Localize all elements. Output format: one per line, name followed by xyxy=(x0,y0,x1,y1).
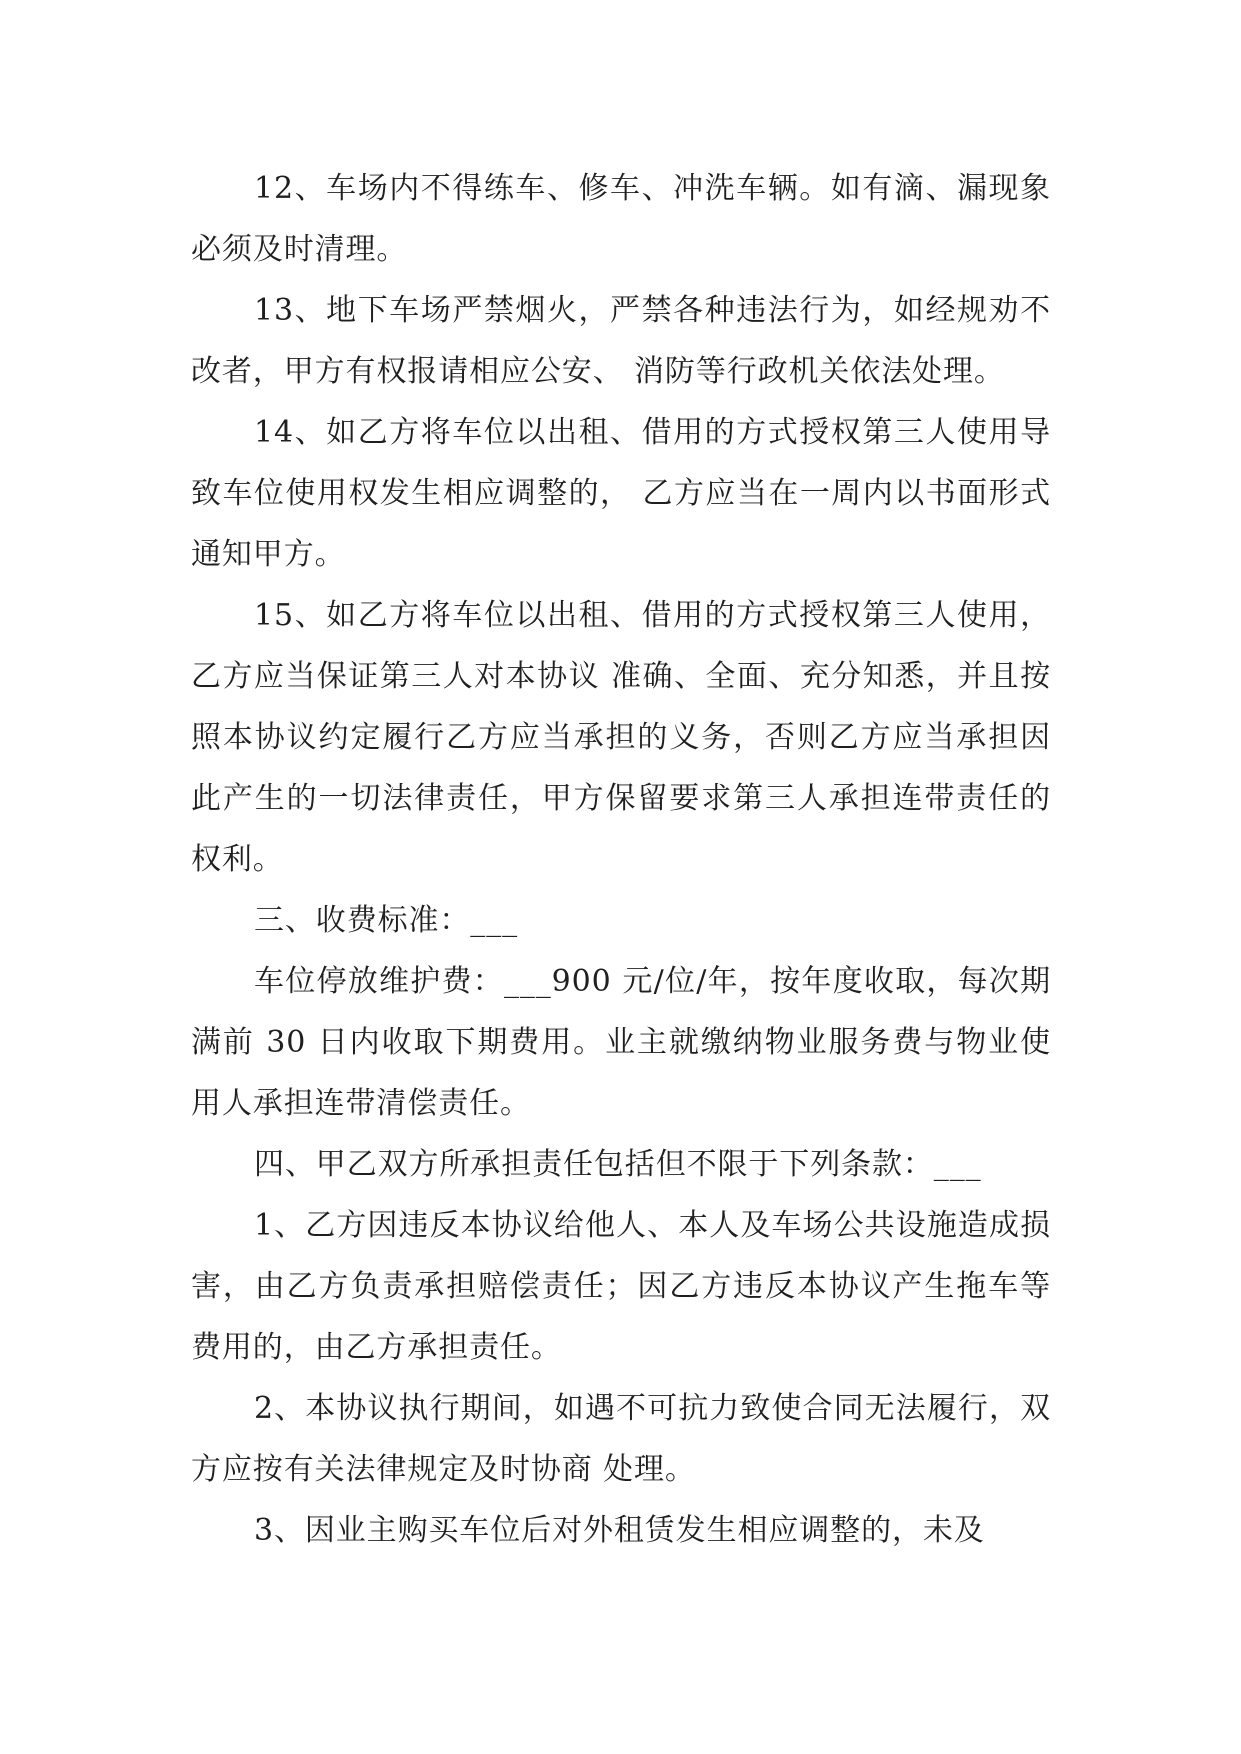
clause-13: 13、地下车场严禁烟火，严禁各种违法行为，如经规劝不改者，甲方有权报请相应公安、 消防等行政机关依法处理。 xyxy=(191,293,1051,389)
responsibility-item-2: 2、本协议执行期间，如遇不可抗力致使合同无法履行，双方应按有关法律规定及时协商 处理。 xyxy=(191,1391,1051,1487)
clause-15: 15、如乙方将车位以出租、借用的方式授权第三人使用，乙方应当保证第三人对本协议 准确、全面、充分知悉，并且按照本协议约定履行乙方应当承担的义务，否则乙方应当承担因此产生的一切法律责任，甲方保留要求第三人承担连带责任的权利。 xyxy=(191,598,1051,877)
clause-12: 12、车场内不得练车、修车、冲洗车辆。如有滴、漏现象必须及时清理。 xyxy=(191,171,1051,267)
document-body xyxy=(191,158,1051,1561)
section-heading-fees: 三、收费标准：___ xyxy=(254,903,518,938)
responsibility-item-1: 1、乙方因违反本协议给他人、本人及车场公共设施造成损害，由乙方负责承担赔偿责任；因乙方违反本协议产生拖车等费用的，由乙方承担责任。 xyxy=(191,1208,1051,1365)
parking-fee-paragraph: 车位停放维护费：___900 元/位/年，按年度收取，每次期满前 30 日内收取下期费用。业主就缴纳物业服务费与物业使用人承担连带清偿责任。 xyxy=(191,964,1051,1121)
section-heading-responsibilities: 四、甲乙双方所承担责任包括但不限于下列条款：___ xyxy=(254,1147,982,1182)
responsibility-item-3: 3、因业主购买车位后对外租赁发生相应调整的，未及 xyxy=(254,1513,985,1548)
clause-14: 14、如乙方将车位以出租、借用的方式授权第三人使用导致车位使用权发生相应调整的， 乙方应当在一周内以书面形式通知甲方。 xyxy=(191,415,1051,572)
